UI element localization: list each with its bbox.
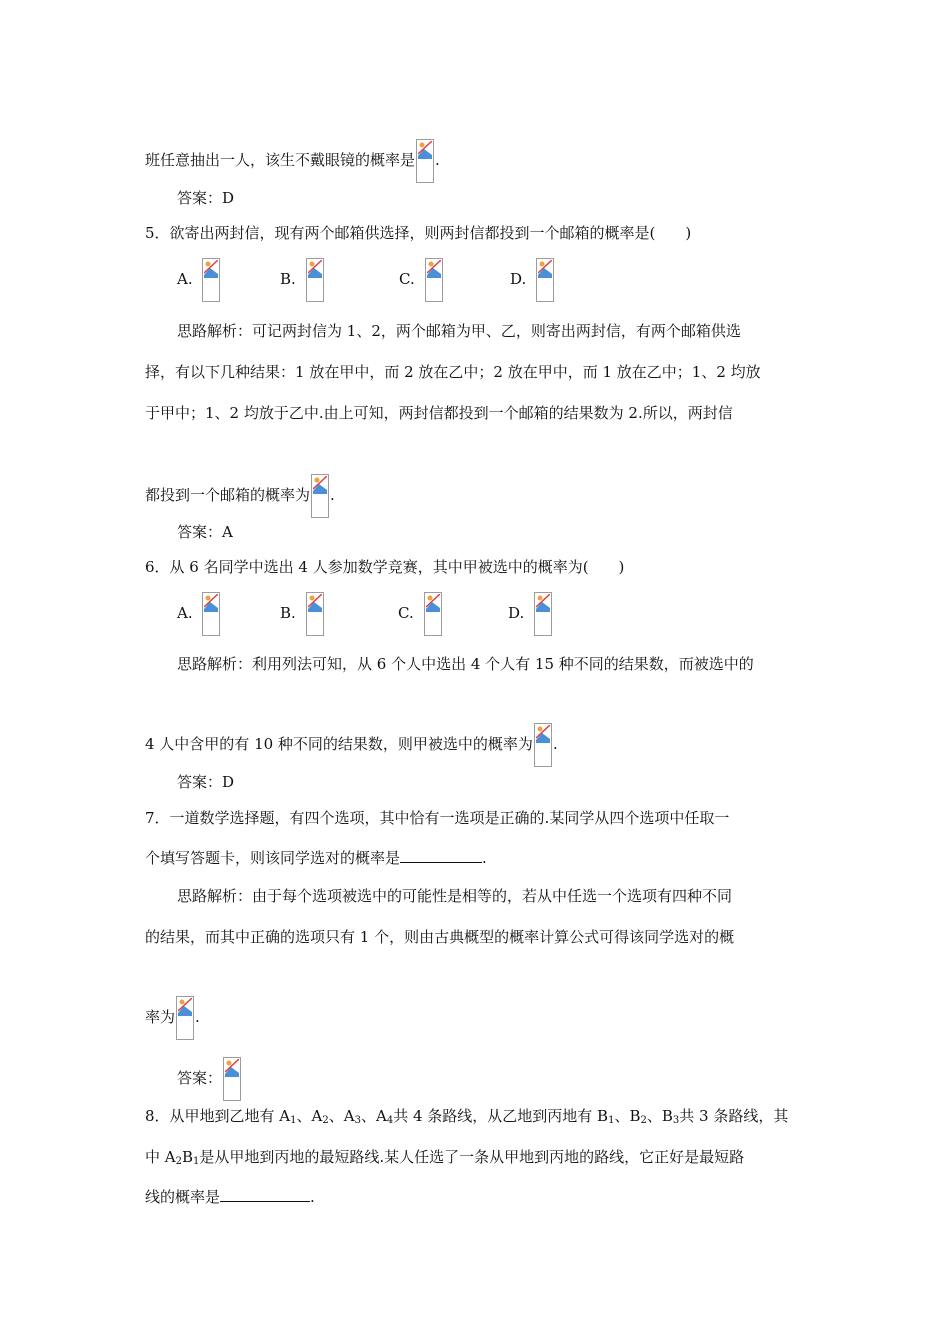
question-text: 中 A (145, 1148, 176, 1166)
answer-line (177, 188, 234, 208)
period: . (552, 735, 558, 753)
question-8 (145, 1106, 788, 1131)
question-8 (145, 1147, 744, 1172)
question-text: 5．欲寄出两封信，现有两个邮箱供选择，则两封信都投到一个邮箱的概率是( ) (145, 224, 692, 242)
explanation-line (177, 886, 732, 906)
paragraph-text: 都投到一个邮箱的概率为 (145, 486, 311, 504)
option-label: B. (280, 270, 296, 288)
question-text: 6．从 6 名同学中选出 4 人参加数学竞赛，其中甲被选中的概率为( ) (145, 558, 625, 576)
broken-image-icon (176, 996, 194, 1040)
broken-image-icon (534, 723, 552, 767)
option-label: B. (280, 604, 296, 622)
explanation-line (145, 723, 558, 767)
question-text: 8．从甲地到乙地有 A (145, 1107, 291, 1125)
subscript: 2 (175, 1156, 182, 1167)
question-text: 、A (328, 1107, 355, 1125)
question-text: 、B (646, 1107, 673, 1125)
answer-line (177, 772, 234, 792)
paragraph-text: 思路解析：可记两封信为 1、2，两个邮箱为甲、乙，则寄出两封信，有两个邮箱供选 (177, 322, 741, 340)
paragraph-text: 率为 (145, 1008, 176, 1026)
question-text: 、A (360, 1107, 387, 1125)
period: . (195, 1008, 200, 1026)
subscript: 1 (193, 1156, 200, 1167)
question-text: 共 3 条路线，其 (679, 1107, 789, 1125)
question-7 (145, 808, 729, 828)
answer-line (177, 522, 233, 542)
question-text: 线的概率是 (145, 1188, 221, 1206)
paragraph-text: 于甲中；1、2 均放于乙中.由上可知，两封信都投到一个邮箱的结果数为 2.所以，两封信 (145, 404, 733, 422)
period: . (330, 486, 335, 504)
subscript: 1 (290, 1115, 297, 1126)
broken-image-icon (425, 258, 443, 302)
period: . (435, 151, 440, 169)
question-5 (145, 223, 691, 243)
paragraph-text: 思路解析：由于每个选项被选中的可能性是相等的，若从中任选一个选项有四种不同 (177, 887, 733, 905)
explanation-line (145, 996, 200, 1040)
subscript: 1 (608, 1115, 615, 1126)
answer-text: 答案：A (177, 523, 233, 541)
text-line (145, 139, 440, 183)
question-6 (145, 557, 624, 577)
question-text: 是从甲地到丙地的最短路线.某人任选了一条从甲地到丙地的路线，它正好是最短路 (199, 1148, 745, 1166)
broken-image-icon (202, 592, 220, 636)
broken-image-icon (223, 1057, 241, 1101)
broken-image-icon (202, 258, 220, 302)
question-text: 个填写答题卡，则该同学选对的概率是 (145, 849, 401, 867)
subscript: 2 (640, 1115, 647, 1126)
option-label: A. (177, 604, 193, 622)
subscript: 3 (672, 1115, 680, 1126)
answer-text: 答案：D (177, 773, 235, 791)
explanation-line (145, 362, 761, 382)
broken-image-icon (534, 592, 552, 636)
subscript: 4 (386, 1115, 394, 1126)
broken-image-icon (424, 592, 442, 636)
broken-image-icon (306, 592, 324, 636)
period: . (310, 1188, 315, 1206)
option-label: A. (177, 270, 193, 288)
broken-image-icon (536, 258, 554, 302)
paragraph-text: 的结果，而其中正确的选项只有 1 个，则由古典概型的概率计算公式可得该同学选对的概 (145, 928, 735, 946)
paragraph-text: 班任意抽出一人，该生不戴眼镜的概率是 (145, 151, 416, 169)
question-text: 、B (614, 1107, 641, 1125)
explanation-line (145, 927, 734, 947)
explanation-line (177, 654, 754, 674)
answer-blank (400, 848, 482, 863)
paragraph-text: 4 人中含甲的有 10 种不同的结果数，则甲被选中的概率为 (145, 735, 533, 753)
question-text: 、A (296, 1107, 323, 1125)
explanation-line (145, 403, 733, 423)
explanation-line (177, 321, 741, 341)
answer-text: 答案： (177, 1069, 223, 1087)
subscript: 3 (354, 1115, 361, 1126)
answer-blank (220, 1187, 310, 1202)
option-label: D. (510, 270, 527, 288)
broken-image-icon (311, 474, 329, 518)
option-label: D. (508, 604, 525, 622)
subscript: 2 (322, 1115, 329, 1126)
broken-image-icon (306, 258, 324, 302)
period: . (482, 849, 487, 867)
question-text: 7．一道数学选择题，有四个选项，其中恰有一选项是正确的.某同学从四个选项中任取一 (145, 809, 730, 827)
option-label: C. (399, 270, 415, 288)
question-text: 共 4 条路线，从乙地到丙地有 B (393, 1107, 609, 1125)
answer-text: 答案：D (177, 189, 235, 207)
answer-line (177, 1057, 242, 1101)
question-text: B (181, 1148, 194, 1166)
question-7 (145, 848, 487, 868)
paragraph-text: 择，有以下几种结果：1 放在甲中，而 2 放在乙中；2 放在甲中，而 1 放在乙中；1、2 均放 (145, 363, 761, 381)
option-label: C. (398, 604, 414, 622)
broken-image-icon (416, 139, 434, 183)
explanation-line (145, 474, 335, 518)
question-8 (145, 1187, 315, 1207)
paragraph-text: 思路解析：利用列法可知，从 6 个人中选出 4 个人有 15 种不同的结果数，而被选中的 (177, 655, 754, 673)
